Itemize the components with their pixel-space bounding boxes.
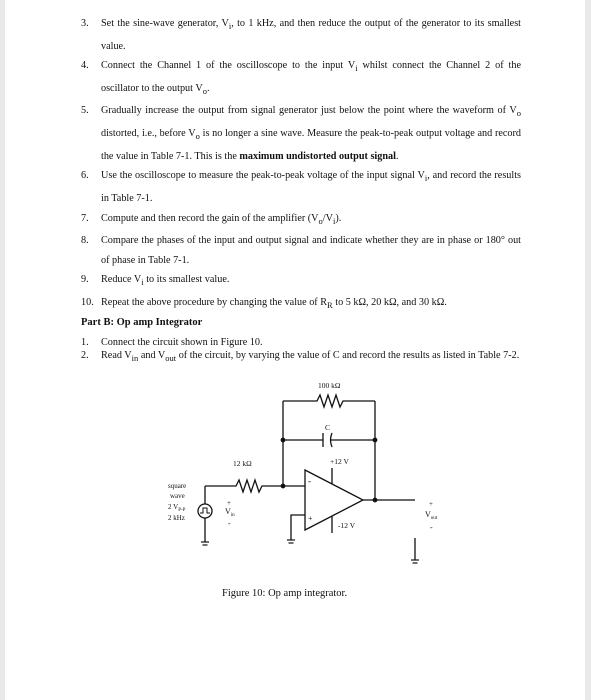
- step-number: 5.: [81, 105, 89, 117]
- pos-supply-label: +12 V: [330, 457, 349, 466]
- junction-dot: [281, 438, 285, 442]
- step-text: ).: [335, 212, 342, 224]
- step-number: 3.: [81, 18, 89, 29]
- step-text: distorted, i.e., before V: [101, 128, 196, 140]
- subscript: i: [332, 215, 336, 226]
- square-wave-icon: [200, 508, 210, 513]
- step-text: to 5 kΩ, 20 kΩ, and 30 kΩ.: [332, 296, 447, 308]
- step-text: Compare the phases of the input and output signal and indicate whether they are in phase or 180° out of phase in Table 7-1.: [101, 235, 521, 266]
- subscript: i: [424, 173, 428, 184]
- step-text: Repeat the above procedure by changing the value of R: [101, 296, 328, 308]
- inverting-sign: -: [308, 476, 311, 486]
- subscript: i: [141, 277, 144, 288]
- step-text: and V: [138, 350, 166, 362]
- step-text: Read V: [101, 350, 132, 362]
- step-number: 9.: [81, 274, 89, 286]
- vout-minus: -: [430, 523, 433, 532]
- junction-dot: [373, 438, 377, 442]
- vin-label-sub: in: [230, 513, 235, 518]
- junction-dot: [281, 484, 285, 488]
- step-text: , to 1 kHz, and then reduce the output of the generator to its smallest value.: [101, 18, 521, 52]
- input-resistor: [205, 480, 305, 492]
- step-number: 4.: [81, 60, 89, 72]
- right-margin: [585, 0, 591, 700]
- step-text: whilst connect the Channel 2 of the oscillator to the output V: [101, 60, 521, 94]
- junction-dot: [373, 498, 377, 502]
- step-number: 10.: [81, 296, 94, 308]
- step-number: 2.: [81, 350, 89, 362]
- part-b-heading: Part B: Op amp Integrator: [81, 317, 203, 328]
- source-label-line1: square: [168, 482, 187, 490]
- subscript: o: [318, 215, 323, 226]
- capacitor-label: C: [325, 423, 331, 432]
- step-text: /V: [322, 212, 333, 224]
- vout-label-main: V: [425, 510, 431, 519]
- step-number: 6.: [81, 170, 89, 182]
- step-text: .: [395, 150, 399, 162]
- step-number: 7.: [81, 212, 89, 224]
- feedback-resistor-label: 100 kΩ: [318, 381, 341, 390]
- neg-supply-label: -12 V: [338, 521, 356, 530]
- subscript: o: [516, 108, 521, 119]
- vin-label-main: V: [225, 507, 231, 516]
- step-text: Use the oscilloscope to measure the peak-to-peak voltage of the input signal V: [101, 170, 425, 182]
- source-label-line2: wave: [170, 492, 185, 500]
- subscript: out: [165, 353, 177, 364]
- figure-caption: Figure 10: Op amp integrator.: [222, 588, 348, 599]
- subscript: i: [228, 21, 232, 32]
- subscript: o: [202, 85, 207, 96]
- step-text: Set the sine-wave generator, V: [101, 18, 229, 29]
- vin-label: [225, 507, 235, 518]
- step-number: 1.: [81, 337, 89, 348]
- step-text: Connect the Channel 1 of the oscilloscope to the input V: [101, 60, 356, 72]
- step-text: is no longer a sine wave. Measure the peak-to-peak output voltage and record the value in Table 7-1. This is the: [101, 128, 521, 162]
- noninverting-sign: +: [308, 514, 313, 523]
- step-text: to its smallest value.: [143, 274, 230, 286]
- step-text: Connect the circuit shown in Figure 10.: [101, 337, 263, 348]
- step-text: of the circuit, by varying the value of C and record the results as listed in Table 7-2.: [176, 350, 520, 362]
- step-text: , and record the results in Table 7-1.: [101, 170, 521, 204]
- subscript: in: [131, 353, 139, 364]
- source-circle: [198, 504, 212, 518]
- vin-plus: +: [227, 499, 231, 507]
- source-amplitude-sub: P-P: [178, 508, 186, 513]
- step-text: Reduce V: [101, 274, 142, 286]
- step-text: Gradually increase the output from signal generator just below the point where the waveform of V: [101, 105, 517, 117]
- source-label-line3: [168, 503, 186, 513]
- document-page: [5, 0, 585, 700]
- source-label-line4: 2 kHz: [168, 514, 185, 522]
- source-amplitude: 2 V: [168, 503, 179, 511]
- subscript: R: [327, 300, 333, 310]
- step-number: 8.: [81, 235, 89, 247]
- bold-emphasis: maximum undistorted output signal: [239, 150, 396, 162]
- noninverting-ground-wire: [291, 515, 305, 540]
- vout-label-sub: out: [430, 516, 438, 521]
- subscript: o: [195, 131, 200, 142]
- vout-plus: +: [429, 500, 433, 508]
- feedback-resistor: [283, 395, 375, 407]
- subscript: i: [355, 63, 358, 74]
- step-text: .: [206, 82, 210, 94]
- input-resistor-label: 12 kΩ: [233, 459, 252, 468]
- vout-label: [425, 510, 438, 521]
- vin-minus: -: [228, 519, 231, 528]
- step-text: Compute and then record the gain of the amplifier (V: [101, 212, 319, 224]
